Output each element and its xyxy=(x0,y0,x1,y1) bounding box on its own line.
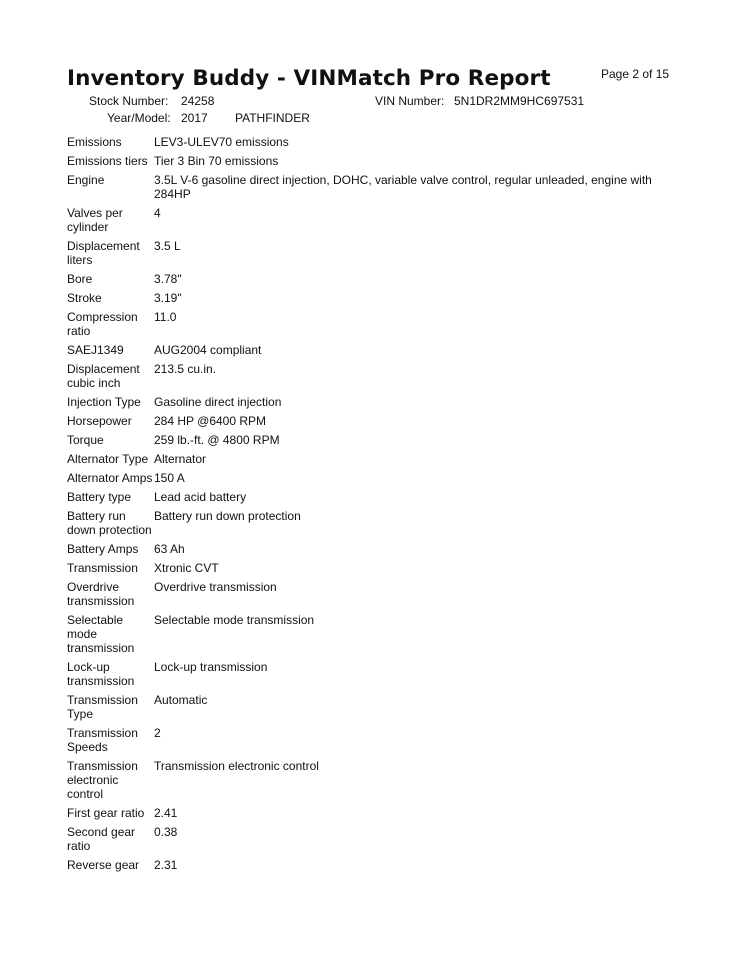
spec-value: 4 xyxy=(154,206,161,220)
spec-value: 259 lb.-ft. @ 4800 RPM xyxy=(154,433,280,447)
spec-key: Bore xyxy=(67,272,93,286)
spec-value: 3.19" xyxy=(154,291,182,305)
spec-value: 284 HP @6400 RPM xyxy=(154,414,267,428)
spec-row xyxy=(67,691,677,724)
spec-value: 0.38 xyxy=(154,825,178,839)
spec-row xyxy=(67,469,677,488)
spec-row xyxy=(67,360,677,393)
spec-key: Transmission Speeds xyxy=(67,726,138,754)
spec-key: Engine xyxy=(67,173,105,187)
spec-value: 2.41 xyxy=(154,806,178,820)
vin-number-value: 5N1DR2MM9HC697531 xyxy=(454,94,585,108)
spec-key: Valves per cylinder xyxy=(67,206,123,234)
spec-row xyxy=(67,341,677,360)
spec-row xyxy=(67,724,677,757)
spec-value: 2 xyxy=(154,726,161,740)
spec-key: Second gear ratio xyxy=(67,825,136,853)
spec-key: Horsepower xyxy=(67,414,132,428)
spec-value: Lock-up transmission xyxy=(154,660,268,674)
spec-key: Transmission Type xyxy=(67,693,138,721)
spec-value: 11.0 xyxy=(154,310,177,324)
spec-value: Transmission electronic control xyxy=(154,759,319,773)
spec-value: Lead acid battery xyxy=(154,490,247,504)
spec-value: LEV3-ULEV70 emissions xyxy=(154,135,289,149)
spec-row xyxy=(67,308,677,341)
spec-row xyxy=(67,823,677,856)
spec-row xyxy=(67,856,677,875)
spec-key: Selectable mode transmission xyxy=(67,613,135,655)
spec-value: Battery run down protection xyxy=(154,509,301,523)
spec-key: Reverse gear xyxy=(67,858,140,872)
spec-row xyxy=(67,540,677,559)
spec-key: Stroke xyxy=(67,291,102,305)
spec-row xyxy=(67,658,677,691)
year-value: 2017 xyxy=(181,111,208,125)
spec-value: Selectable mode transmission xyxy=(154,613,315,627)
spec-value: 150 A xyxy=(154,471,185,485)
spec-row xyxy=(67,237,677,270)
spec-value: 3.78" xyxy=(154,272,182,286)
spec-key: Emissions xyxy=(67,135,122,149)
spec-key: Battery Amps xyxy=(67,542,139,556)
spec-value: 3.5L V-6 gasoline direct injection, DOHC, variable valve control, regular unleaded, engine with 284HP xyxy=(154,173,652,201)
spec-value: Overdrive transmission xyxy=(154,580,277,594)
spec-row xyxy=(67,507,677,540)
spec-row xyxy=(67,204,677,237)
spec-key: Battery run down protection xyxy=(67,509,152,537)
spec-row xyxy=(67,412,677,431)
spec-row xyxy=(67,488,677,507)
spec-row xyxy=(67,152,677,171)
spec-row xyxy=(67,133,677,152)
spec-key: Alternator Type xyxy=(67,452,149,466)
stock-number-label: Stock Number: xyxy=(89,94,169,108)
spec-row xyxy=(67,270,677,289)
spec-row xyxy=(67,559,677,578)
spec-row xyxy=(67,804,677,823)
spec-row xyxy=(67,171,677,204)
spec-key: Torque xyxy=(67,433,104,447)
spec-row xyxy=(67,431,677,450)
spec-value: Automatic xyxy=(154,693,208,707)
model-value: PATHFINDER xyxy=(235,111,310,125)
spec-value: 2.31 xyxy=(154,858,178,872)
spec-row xyxy=(67,757,677,804)
spec-value: AUG2004 compliant xyxy=(154,343,262,357)
spec-key: Alternator Amps xyxy=(67,471,153,485)
spec-key: Displacement liters xyxy=(67,239,140,267)
spec-row xyxy=(67,393,677,412)
spec-value: Xtronic CVT xyxy=(154,561,219,575)
page-number: Page 2 of 15 xyxy=(601,67,670,81)
spec-key: Emissions tiers xyxy=(67,154,148,168)
spec-row xyxy=(67,611,677,658)
spec-row xyxy=(67,289,677,308)
spec-key: Lock-up transmission xyxy=(67,660,135,688)
spec-row xyxy=(67,450,677,469)
specs-table-body xyxy=(67,133,677,875)
spec-key: Transmission electronic control xyxy=(67,759,138,801)
spec-key: Battery type xyxy=(67,490,132,504)
report-title: Inventory Buddy - VINMatch Pro Report xyxy=(67,66,551,91)
spec-key: SAEJ1349 xyxy=(67,343,124,357)
spec-key: Displacement cubic inch xyxy=(67,362,140,390)
spec-key: Compression ratio xyxy=(67,310,138,338)
year-model-label: Year/Model: xyxy=(107,111,171,125)
stock-number-value: 24258 xyxy=(181,94,215,108)
spec-value: 213.5 cu.in. xyxy=(154,362,217,376)
vin-number-label: VIN Number: xyxy=(375,94,445,108)
spec-key: Injection Type xyxy=(67,395,141,409)
spec-value: 63 Ah xyxy=(154,542,185,556)
spec-key: First gear ratio xyxy=(67,806,145,820)
spec-key: Transmission xyxy=(67,561,138,575)
spec-value: Gasoline direct injection xyxy=(154,395,282,409)
spec-value: 3.5 L xyxy=(154,239,181,253)
spec-row xyxy=(67,578,677,611)
spec-value: Alternator xyxy=(154,452,207,466)
specs-table xyxy=(67,133,677,875)
spec-key: Overdrive transmission xyxy=(67,580,135,608)
spec-value: Tier 3 Bin 70 emissions xyxy=(154,154,279,168)
